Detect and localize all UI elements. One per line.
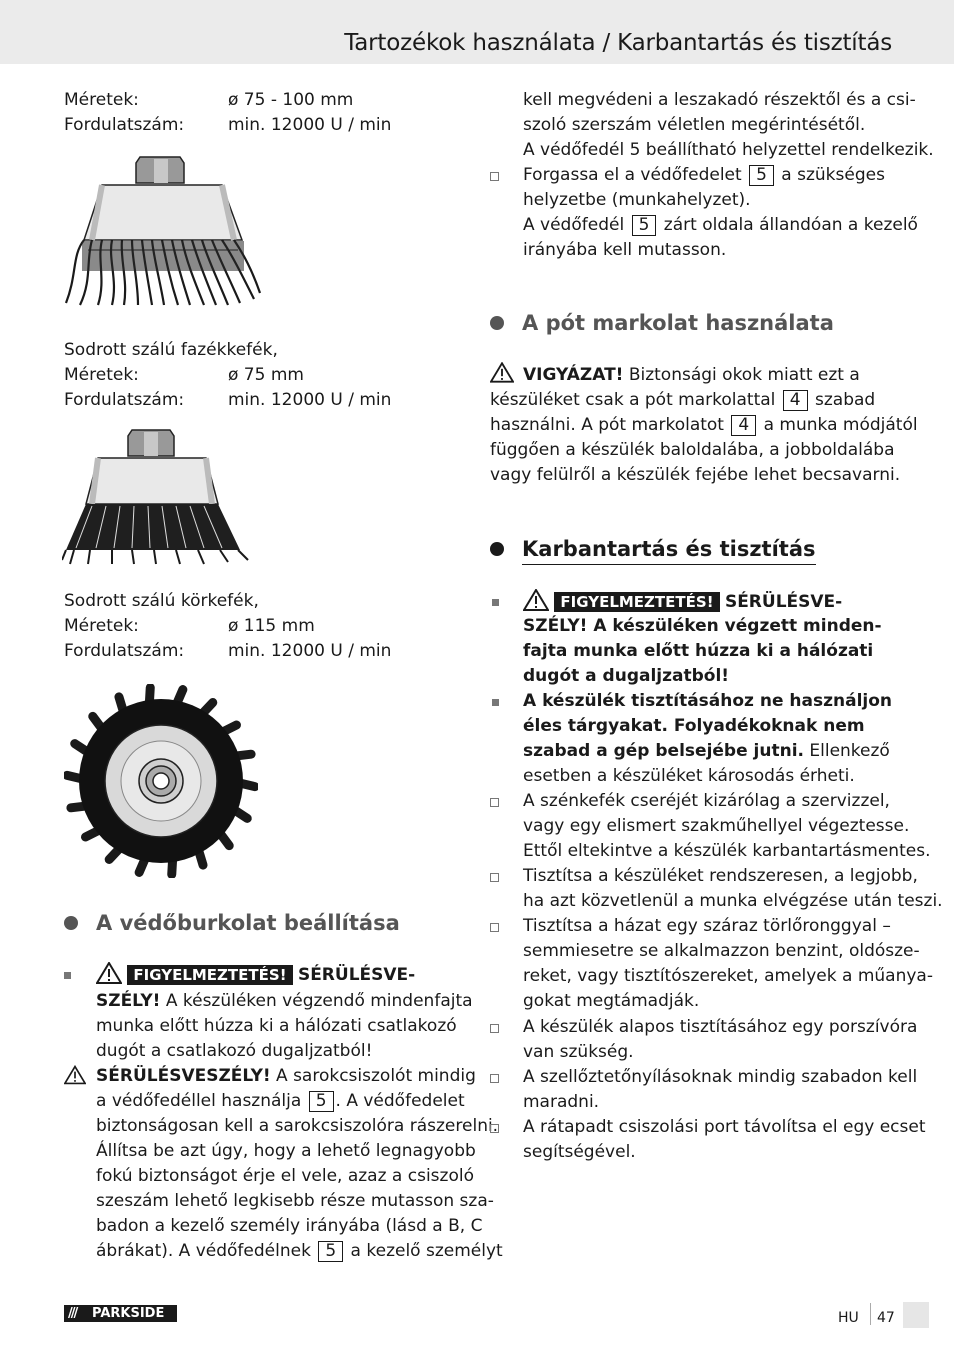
list-item-line: Tisztítsa a készüléket rendszeresen, a legjobb, xyxy=(523,866,918,886)
section-heading-maintenance xyxy=(490,534,900,566)
ref-box: 5 xyxy=(749,165,774,186)
product-name: Sodrott szálú körkefék, xyxy=(64,591,259,611)
spec-block-1 xyxy=(64,88,484,138)
heading-text: A védőburkolat beállítása xyxy=(96,911,400,935)
aux-line xyxy=(523,363,860,388)
warning-bold-text: SÉRÜLÉSVE- xyxy=(724,592,843,612)
danger-text: ábrákat). A védőfedélnek xyxy=(96,1241,317,1261)
body-line: kell megvédeni a leszakadó részektől és a csi- xyxy=(523,90,916,110)
twisted-cup-brush-image xyxy=(62,428,252,568)
spec-label: Fordulatszám: xyxy=(64,641,185,661)
logo-slashes: /// xyxy=(68,1306,77,1321)
danger-line: szeszám lehető legkisebb része mutasson sza- xyxy=(96,1191,494,1211)
list-item-line: vagy egy elismert szakműhellyel végeztesse. xyxy=(523,816,910,836)
list-item-line: A rátapadt csiszolási port távolítsa el egy ecset xyxy=(523,1117,926,1137)
body-line: irányába kell mutasson. xyxy=(523,240,727,260)
danger-line: biztonságosan kell a sarokcsiszolóra rászerelni. xyxy=(96,1116,499,1136)
square-bullet-icon xyxy=(492,599,499,606)
open-square-bullet-icon xyxy=(490,172,499,181)
maint-warning-line: fajta munka előtt húzza ki a hálózati xyxy=(523,641,874,661)
page-number: 47 xyxy=(877,1310,895,1326)
maint-warning-line: éles tárgyakat. Folyadékoknak nem xyxy=(523,716,865,736)
spec-block-2 xyxy=(64,338,484,413)
warning-bold-text: szabad a gép belsejébe jutni. xyxy=(523,741,804,761)
warning-label: FIGYELMEZTETÉS! xyxy=(127,965,292,985)
list-item-line: segítségével. xyxy=(523,1142,636,1162)
spec-value: min. 12000 U / min xyxy=(228,390,392,410)
logo-text: PARKSIDE xyxy=(92,1306,165,1321)
product-name: Sodrott szálú fazékkefék, xyxy=(64,340,278,360)
danger-line: Állítsa be azt úgy, hogy a lehető legnagyobb xyxy=(96,1141,476,1161)
square-bullet-icon xyxy=(64,972,71,979)
aux-text: készüléket csak a pót markolattal xyxy=(490,390,781,410)
aux-text: használni. A pót markolatot xyxy=(490,415,730,435)
section-heading-guard xyxy=(64,908,464,940)
spec-label: Méretek: xyxy=(64,616,139,636)
maint-warning-line: SZÉLY! A készüléken végzett minden- xyxy=(523,616,882,636)
list-item-line: reket, vagy tisztítószereket, amelyek a műanya- xyxy=(523,966,933,986)
spec-value: ø 75 mm xyxy=(228,365,304,385)
spec-value: min. 12000 U / min xyxy=(228,641,392,661)
caution-label: VIGYÁZAT! xyxy=(523,365,624,385)
square-bullet-icon xyxy=(492,699,499,706)
open-square-bullet-icon xyxy=(490,798,499,807)
list-item-line: Tisztítsa a házat egy száraz törlőronggyal – xyxy=(523,916,891,936)
warning-bold-text: SZÉLY! xyxy=(96,991,161,1011)
open-square-bullet-icon xyxy=(490,923,499,932)
danger-bold: SÉRÜLÉSVESZÉLY! xyxy=(96,1066,271,1086)
danger-line xyxy=(96,1064,476,1089)
list-item-line: maradni. xyxy=(523,1092,600,1112)
cup-brush-image xyxy=(62,155,262,310)
warning-text: Ellenkező xyxy=(803,741,890,761)
maint-warning-line: A készülék tisztításához ne használjon xyxy=(523,691,893,711)
danger-line xyxy=(96,1089,465,1114)
maint-warning-line xyxy=(523,589,842,615)
warning-bold-text: SÉRÜLÉSVE- xyxy=(297,965,416,985)
list-item-line: A szénkefék cseréjét kizárólag a szervizzel, xyxy=(523,791,890,811)
footer-divider xyxy=(870,1303,871,1325)
footer-tab-marker xyxy=(903,1302,929,1328)
aux-text: szabad xyxy=(809,390,876,410)
maint-warning-line: esetben a készüléket károsodás érheti. xyxy=(523,766,855,786)
list-item-line: Ettől eltekintve a készülék karbantartásmentes. xyxy=(523,841,931,861)
open-square-bullet-icon xyxy=(490,1124,499,1133)
aux-line: függően a készülék baloldalába, a jobboldalába xyxy=(490,440,895,460)
warning-line: munka előtt húzza ki a hálózati csatlakozó xyxy=(96,1016,457,1036)
open-square-bullet-icon xyxy=(490,1024,499,1033)
maint-warning-line xyxy=(523,739,890,764)
ref-box: 5 xyxy=(309,1091,334,1112)
maint-warning-line: dugót a dugaljzatból! xyxy=(523,666,730,686)
heading-text: Karbantartás és tisztítás xyxy=(522,534,816,565)
aux-text: Biztonsági okok miatt ezt a xyxy=(623,365,860,385)
list-item-line: A szellőztetőnyílásoknak mindig szabadon kell xyxy=(523,1067,918,1087)
spec-label: Fordulatszám: xyxy=(64,390,185,410)
ref-box: 4 xyxy=(731,415,756,436)
ref-box: 5 xyxy=(632,215,657,236)
heading-text: A pót markolat használata xyxy=(522,311,834,335)
danger-text: . A védőfedelet xyxy=(335,1091,465,1111)
spec-value: ø 115 mm xyxy=(228,616,315,636)
list-item-line: van szükség. xyxy=(523,1042,634,1062)
list-item-line: gokat megtámadják. xyxy=(523,991,700,1011)
page-header xyxy=(0,0,954,64)
aux-line xyxy=(490,413,918,438)
list-item-line: A készülék alapos tisztításához egy porszívóra xyxy=(523,1017,918,1037)
list-item-line: ha azt közvetlenül a munka elvégzése után teszi. xyxy=(523,891,943,911)
danger-line: fokú biztonságot érje el vele, azaz a csiszoló xyxy=(96,1166,474,1186)
warning-line xyxy=(96,989,473,1014)
open-square-bullet-icon xyxy=(490,1074,499,1083)
warning-triangle-icon xyxy=(96,962,122,984)
parkside-logo xyxy=(64,1305,177,1322)
body-text: zárt oldala állandóan a kezelő xyxy=(658,215,918,235)
bullet-dot-icon xyxy=(64,916,78,930)
open-square-bullet-icon xyxy=(490,873,499,882)
warning-line xyxy=(96,962,415,988)
danger-text: a védőfedéllel használja xyxy=(96,1091,307,1111)
page-title: Tartozékok használata / Karbantartás és tisztítás xyxy=(344,30,892,56)
spec-label: Méretek: xyxy=(64,365,139,385)
spec-label: Méretek: xyxy=(64,90,139,110)
body-text: Forgassa el a védőfedelet xyxy=(523,165,748,185)
warning-text: A készüléken végzendő mindenfajta xyxy=(160,991,473,1011)
danger-text: A sarokcsiszolót mindig xyxy=(270,1066,476,1086)
wheel-brush-image xyxy=(64,684,258,878)
body-line xyxy=(523,213,918,238)
bullet-dot-icon xyxy=(490,316,504,330)
danger-line xyxy=(96,1239,503,1264)
list-item-line: semmiesetre se alkalmazzon benzint, oldósze- xyxy=(523,941,920,961)
danger-text: a kezelő személyt xyxy=(345,1241,503,1261)
aux-line: vagy felülről a készülék fejébe lehet becsavarni. xyxy=(490,465,901,485)
aux-text: a munka módjától xyxy=(758,415,918,435)
warning-triangle-icon xyxy=(64,1065,86,1085)
warning-label: FIGYELMEZTETÉS! xyxy=(554,592,719,612)
warning-line: dugót a csatlakozó dugaljzatból! xyxy=(96,1041,373,1061)
body-line xyxy=(523,163,885,188)
danger-line: badon a kezelő személy irányába (lásd a B, C xyxy=(96,1216,483,1236)
warning-triangle-icon xyxy=(490,362,514,383)
warning-triangle-icon xyxy=(523,589,549,611)
body-line: A védőfedél 5 beállítható helyzettel rendelkezik. xyxy=(523,140,934,160)
ref-box: 4 xyxy=(783,390,808,411)
spec-value: ø 75 - 100 mm xyxy=(228,90,354,110)
spec-label: Fordulatszám: xyxy=(64,115,185,135)
section-heading-aux-handle xyxy=(490,308,900,340)
body-line: szoló szerszám véletlen megérintésétől. xyxy=(523,115,866,135)
body-line: helyzetbe (munkahelyzet). xyxy=(523,190,751,210)
spec-value: min. 12000 U / min xyxy=(228,115,392,135)
body-text: A védőfedél xyxy=(523,215,630,235)
ref-box: 5 xyxy=(318,1241,343,1262)
spec-block-3 xyxy=(64,589,484,664)
aux-line xyxy=(490,388,875,413)
bullet-dot-icon xyxy=(490,542,504,556)
body-text: a szükséges xyxy=(775,165,885,185)
language-code: HU xyxy=(838,1310,859,1326)
